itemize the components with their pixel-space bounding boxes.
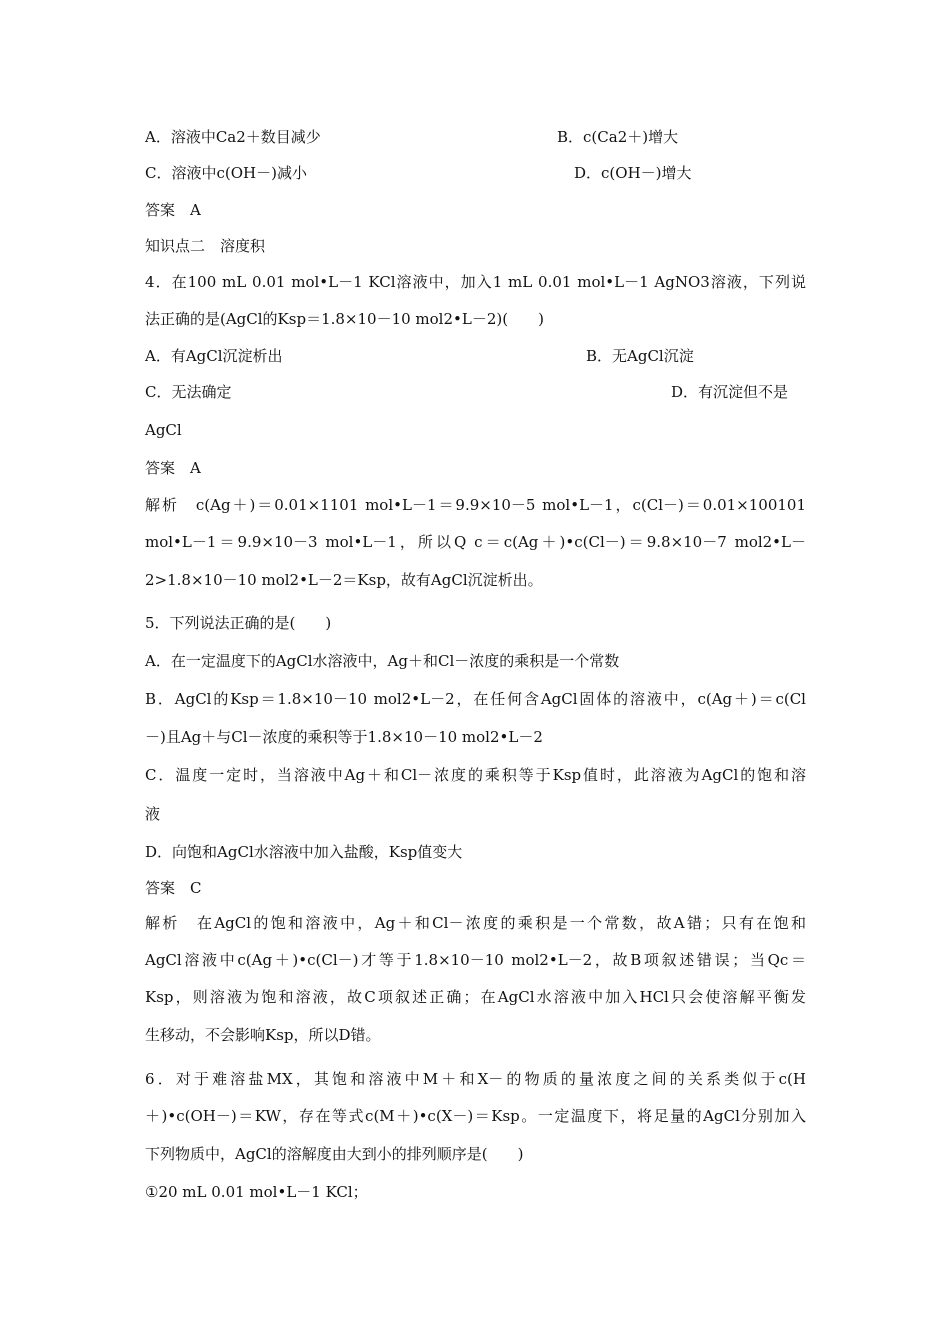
q4-analysis-line-3: 2>1.8×10－10 mol2•L－2＝Ksp，故有AgCl沉淀析出。 xyxy=(145,571,543,589)
q5-option-c-line-2: 液 xyxy=(145,805,161,823)
q3-option-b: B．c(Ca2＋)增大 xyxy=(557,128,679,146)
q6-stem-line-2: ＋)•c(OH－)＝KW，存在等式c(M＋)•c(X－)＝Ksp。一定温度下，将足量的AgCl分别加入 xyxy=(145,1107,806,1125)
q3-answer: 答案 A xyxy=(145,201,201,219)
q3-options-row-2 xyxy=(145,163,806,183)
q5-stem: 5．下列说法正确的是( ) xyxy=(145,614,332,632)
q4-option-d: D．有沉淀但不是 xyxy=(671,383,789,401)
q5-option-c-line-1: C．温度一定时，当溶液中Ag＋和Cl－浓度的乘积等于Ksp值时，此溶液为AgCl的饱和溶 xyxy=(145,766,806,784)
q5-analysis-line-2: AgCl溶液中c(Ag＋)•c(Cl－)才等于1.8×10－10 mol2•L－2，故B项叙述错误；当Qc＝ xyxy=(145,951,806,969)
q6-item-1: ①20 mL 0.01 mol•L－1 KCl； xyxy=(145,1183,368,1201)
q5-analysis-line-4: 生移动，不会影响Ksp，所以D错。 xyxy=(145,1026,381,1044)
q4-option-d-continued: AgCl xyxy=(145,421,182,439)
q4-answer: 答案 A xyxy=(145,459,201,477)
q4-analysis-line-2: mol•L－1＝9.9×10－3 mol•L－1，所以Q c＝c(Ag＋)•c(Cl－)＝9.8×10－7 mol2•L－ xyxy=(145,533,806,551)
q5-analysis-line-1: 解析 在AgCl的饱和溶液中，Ag＋和Cl－浓度的乘积是一个常数，故A错；只有在饱和 xyxy=(145,914,806,932)
q5-answer: 答案 C xyxy=(145,879,202,897)
q6-stem-line-3: 下列物质中，AgCl的溶解度由大到小的排列顺序是( ) xyxy=(145,1145,524,1163)
q5-option-a: A．在一定温度下的AgCl水溶液中，Ag＋和Cl－浓度的乘积是一个常数 xyxy=(145,652,620,670)
q4-stem-line-1: 4．在100 mL 0.01 mol•L－1 KCl溶液中，加入1 mL 0.01 mol•L－1 AgNO3溶液，下列说 xyxy=(145,273,806,291)
q5-option-b-line-2: －)且Ag＋与Cl－浓度的乘积等于1.8×10－10 mol2•L－2 xyxy=(145,728,543,746)
section-title: 知识点二 溶度积 xyxy=(145,237,266,255)
q4-stem-line-2: 法正确的是(AgCl的Ksp＝1.8×10－10 mol2•L－2)( ) xyxy=(145,310,544,328)
q4-options-row-2 xyxy=(145,382,806,402)
q4-option-a: A．有AgCl沉淀析出 xyxy=(145,347,283,365)
q3-options-row-1 xyxy=(145,127,806,147)
q4-options-row-1 xyxy=(145,346,806,366)
q6-stem-line-1: 6．对于难溶盐MX，其饱和溶液中M＋和X－的物质的量浓度之间的关系类似于c(H xyxy=(145,1070,806,1088)
q5-option-d: D．向饱和AgCl水溶液中加入盐酸，Ksp值变大 xyxy=(145,843,463,861)
q3-option-c: C．溶液中c(OH－)减小 xyxy=(145,164,307,182)
q4-option-b: B．无AgCl沉淀 xyxy=(586,347,694,365)
q4-option-c: C．无法确定 xyxy=(145,383,232,401)
q3-option-d: D．c(OH－)增大 xyxy=(574,164,692,182)
q5-option-b-line-1: B．AgCl的Ksp＝1.8×10－10 mol2•L－2，在任何含AgCl固体的溶液中，c(Ag＋)＝c(Cl xyxy=(145,690,806,708)
q4-analysis-line-1: 解析 c(Ag＋)＝0.01×1101 mol•L－1＝9.9×10－5 mol•L－1，c(Cl－)＝0.01×100101 xyxy=(145,496,806,514)
q3-option-a: A．溶液中Ca2＋数目减少 xyxy=(145,128,321,146)
q5-analysis-line-3: Ksp，则溶液为饱和溶液，故C项叙述正确；在AgCl水溶液中加入HCl只会使溶解平衡发 xyxy=(145,988,806,1006)
